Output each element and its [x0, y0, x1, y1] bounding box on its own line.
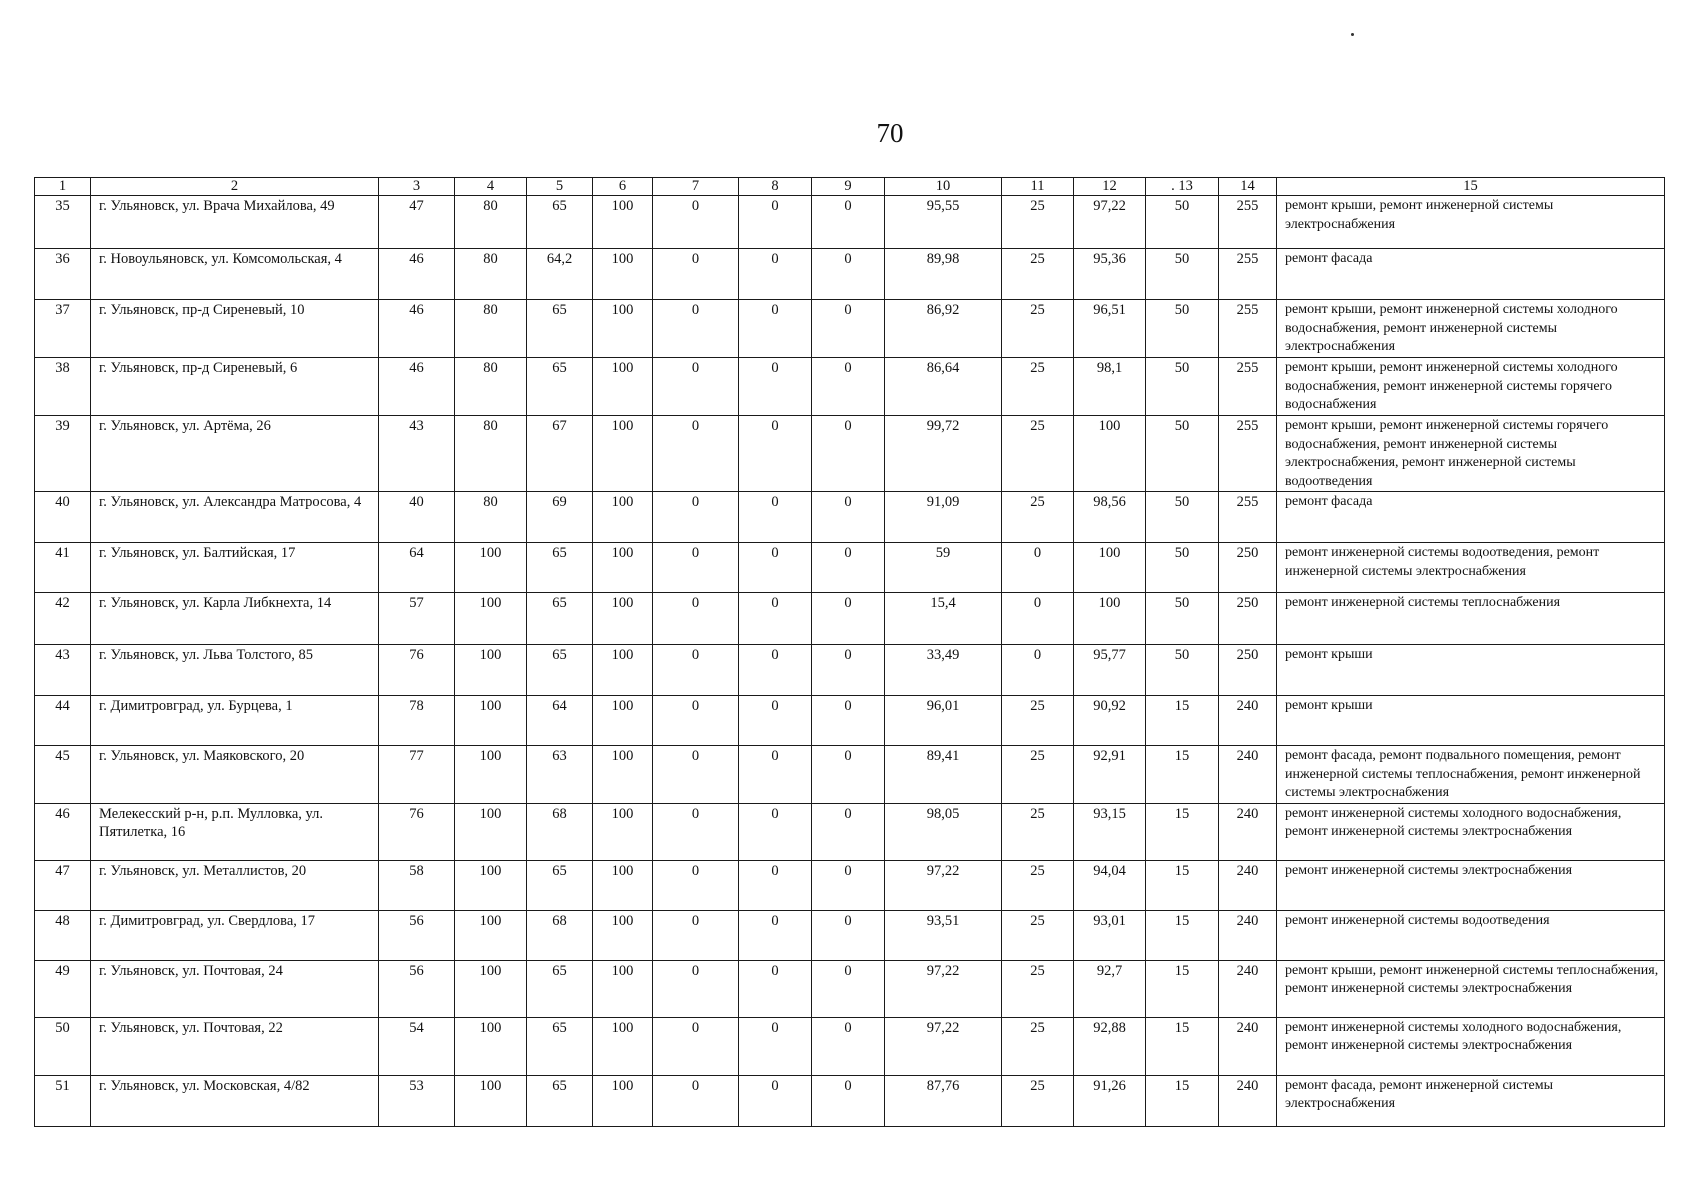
- cell-col-3: 56: [379, 960, 455, 1017]
- cell-address: г. Ульяновск, пр-д Сиреневый, 10: [91, 300, 379, 358]
- cell-col-11: 0: [1002, 645, 1074, 696]
- cell-address: г. Ульяновск, пр-д Сиреневый, 6: [91, 358, 379, 416]
- cell-address: г. Ульяновск, ул. Маяковского, 20: [91, 746, 379, 804]
- header-cell-5: 5: [527, 178, 593, 196]
- cell-col-7: 0: [653, 910, 739, 960]
- header-cell-4: 4: [455, 178, 527, 196]
- cell-col-8: 0: [739, 960, 812, 1017]
- cell-col-11: 25: [1002, 910, 1074, 960]
- cell-col-6: 100: [593, 960, 653, 1017]
- table-row: [35, 1017, 1665, 1075]
- cell-col-8: 0: [739, 358, 812, 416]
- cell-col-10: 59: [885, 543, 1002, 593]
- cell-col-6: 100: [593, 860, 653, 910]
- cell-col-7: 0: [653, 593, 739, 645]
- cell-col-14: 240: [1219, 696, 1277, 746]
- cell-col-4: 100: [455, 593, 527, 645]
- cell-col-9: 0: [812, 196, 885, 249]
- cell-col-12: 97,22: [1074, 196, 1146, 249]
- table-row: [35, 358, 1665, 416]
- cell-col-13: 15: [1146, 1075, 1219, 1126]
- cell-col-14: 255: [1219, 416, 1277, 492]
- cell-col-14: 255: [1219, 358, 1277, 416]
- cell-col-11: 25: [1002, 492, 1074, 543]
- cell-col-13: 50: [1146, 416, 1219, 492]
- cell-col-14: 240: [1219, 1075, 1277, 1126]
- cell-col-13: 15: [1146, 696, 1219, 746]
- cell-col-7: 0: [653, 696, 739, 746]
- cell-col-13: 50: [1146, 249, 1219, 300]
- cell-col-5: 68: [527, 910, 593, 960]
- cell-address: г. Новоульяновск, ул. Комсомольская, 4: [91, 249, 379, 300]
- table-row: [35, 300, 1665, 358]
- header-cell-3: 3: [379, 178, 455, 196]
- cell-works: ремонт крыши, ремонт инженерной системы горячего водоснабжения, ремонт инженерной системы электроснабжения, ремонт инженерной системы водоотведения: [1277, 416, 1665, 492]
- cell-col-14: 240: [1219, 960, 1277, 1017]
- data-table: [34, 177, 1665, 1127]
- cell-address: Мелекесский р-н, р.п. Мулловка, ул. Пятилетка, 16: [91, 803, 379, 860]
- table-row: [35, 803, 1665, 860]
- cell-col-12: 93,15: [1074, 803, 1146, 860]
- cell-col-14: 250: [1219, 543, 1277, 593]
- cell-col-9: 0: [812, 492, 885, 543]
- cell-col-12: 100: [1074, 543, 1146, 593]
- cell-col-8: 0: [739, 1075, 812, 1126]
- cell-num: 37: [35, 300, 91, 358]
- cell-col-3: 54: [379, 1017, 455, 1075]
- cell-col-10: 89,41: [885, 746, 1002, 804]
- cell-col-13: 15: [1146, 803, 1219, 860]
- cell-col-9: 0: [812, 1017, 885, 1075]
- cell-col-5: 65: [527, 645, 593, 696]
- header-cell-10: 10: [885, 178, 1002, 196]
- cell-col-6: 100: [593, 803, 653, 860]
- cell-col-8: 0: [739, 696, 812, 746]
- cell-address: г. Ульяновск, ул. Карла Либкнехта, 14: [91, 593, 379, 645]
- cell-col-13: 15: [1146, 860, 1219, 910]
- cell-col-12: 90,92: [1074, 696, 1146, 746]
- cell-address: г. Димитровград, ул. Бурцева, 1: [91, 696, 379, 746]
- cell-col-13: 50: [1146, 645, 1219, 696]
- cell-col-12: 93,01: [1074, 910, 1146, 960]
- cell-col-8: 0: [739, 593, 812, 645]
- cell-col-12: 92,91: [1074, 746, 1146, 804]
- cell-col-8: 0: [739, 910, 812, 960]
- cell-col-6: 100: [593, 543, 653, 593]
- cell-col-9: 0: [812, 645, 885, 696]
- cell-col-11: 25: [1002, 746, 1074, 804]
- cell-num: 50: [35, 1017, 91, 1075]
- cell-num: 42: [35, 593, 91, 645]
- page-number: 70: [876, 118, 904, 148]
- cell-col-11: 25: [1002, 416, 1074, 492]
- cell-col-11: 25: [1002, 1075, 1074, 1126]
- table-row: [35, 1075, 1665, 1126]
- cell-col-13: 50: [1146, 593, 1219, 645]
- cell-col-5: 65: [527, 960, 593, 1017]
- cell-col-3: 43: [379, 416, 455, 492]
- cell-col-3: 46: [379, 249, 455, 300]
- cell-col-5: 65: [527, 593, 593, 645]
- cell-works: ремонт инженерной системы водоотведения: [1277, 910, 1665, 960]
- table-row: [35, 645, 1665, 696]
- cell-address: г. Ульяновск, ул. Металлистов, 20: [91, 860, 379, 910]
- cell-num: 36: [35, 249, 91, 300]
- cell-col-14: 240: [1219, 746, 1277, 804]
- cell-col-5: 69: [527, 492, 593, 543]
- cell-col-4: 100: [455, 910, 527, 960]
- cell-col-13: 50: [1146, 300, 1219, 358]
- cell-col-10: 95,55: [885, 196, 1002, 249]
- table-row: [35, 249, 1665, 300]
- cell-works: ремонт крыши, ремонт инженерной системы холодного водоснабжения, ремонт инженерной системы электроснабжения: [1277, 300, 1665, 358]
- table-row: [35, 593, 1665, 645]
- cell-col-7: 0: [653, 300, 739, 358]
- cell-col-3: 53: [379, 1075, 455, 1126]
- cell-col-14: 240: [1219, 910, 1277, 960]
- cell-num: 48: [35, 910, 91, 960]
- cell-col-5: 67: [527, 416, 593, 492]
- cell-col-7: 0: [653, 645, 739, 696]
- cell-col-10: 15,4: [885, 593, 1002, 645]
- header-cell-6: 6: [593, 178, 653, 196]
- cell-col-12: 95,36: [1074, 249, 1146, 300]
- cell-col-9: 0: [812, 416, 885, 492]
- cell-col-5: 64,2: [527, 249, 593, 300]
- cell-col-11: 25: [1002, 300, 1074, 358]
- cell-num: 43: [35, 645, 91, 696]
- cell-col-6: 100: [593, 492, 653, 543]
- cell-col-7: 0: [653, 1075, 739, 1126]
- cell-col-7: 0: [653, 803, 739, 860]
- cell-address: г. Ульяновск, ул. Московская, 4/82: [91, 1075, 379, 1126]
- cell-col-12: 100: [1074, 416, 1146, 492]
- cell-col-3: 47: [379, 196, 455, 249]
- cell-col-3: 56: [379, 910, 455, 960]
- cell-address: г. Ульяновск, ул. Балтийская, 17: [91, 543, 379, 593]
- cell-col-9: 0: [812, 543, 885, 593]
- cell-col-10: 98,05: [885, 803, 1002, 860]
- cell-col-6: 100: [593, 1075, 653, 1126]
- cell-col-11: 25: [1002, 196, 1074, 249]
- cell-col-10: 89,98: [885, 249, 1002, 300]
- cell-col-8: 0: [739, 645, 812, 696]
- cell-num: 39: [35, 416, 91, 492]
- cell-col-6: 100: [593, 1017, 653, 1075]
- cell-col-11: 25: [1002, 860, 1074, 910]
- cell-col-10: 97,22: [885, 1017, 1002, 1075]
- cell-col-10: 93,51: [885, 910, 1002, 960]
- cell-col-8: 0: [739, 300, 812, 358]
- cell-works: ремонт крыши, ремонт инженерной системы электроснабжения: [1277, 196, 1665, 249]
- cell-col-12: 98,56: [1074, 492, 1146, 543]
- cell-col-10: 33,49: [885, 645, 1002, 696]
- cell-num: 41: [35, 543, 91, 593]
- cell-col-12: 95,77: [1074, 645, 1146, 696]
- cell-col-4: 100: [455, 860, 527, 910]
- cell-col-5: 65: [527, 543, 593, 593]
- cell-works: ремонт фасада: [1277, 492, 1665, 543]
- cell-col-9: 0: [812, 910, 885, 960]
- cell-col-4: 80: [455, 249, 527, 300]
- cell-col-14: 255: [1219, 300, 1277, 358]
- cell-col-11: 25: [1002, 803, 1074, 860]
- cell-col-4: 100: [455, 803, 527, 860]
- cell-col-7: 0: [653, 860, 739, 910]
- cell-col-4: 100: [455, 696, 527, 746]
- cell-col-7: 0: [653, 492, 739, 543]
- cell-works: ремонт инженерной системы электроснабжения: [1277, 860, 1665, 910]
- cell-works: ремонт инженерной системы холодного водоснабжения, ремонт инженерной системы электроснабжения: [1277, 1017, 1665, 1075]
- cell-col-14: 250: [1219, 645, 1277, 696]
- cell-col-6: 100: [593, 416, 653, 492]
- cell-col-7: 0: [653, 249, 739, 300]
- cell-col-5: 65: [527, 196, 593, 249]
- cell-col-9: 0: [812, 803, 885, 860]
- cell-num: 44: [35, 696, 91, 746]
- cell-col-4: 100: [455, 746, 527, 804]
- cell-col-3: 46: [379, 358, 455, 416]
- cell-col-13: 50: [1146, 492, 1219, 543]
- header-cell-14: 14: [1219, 178, 1277, 196]
- table-row: [35, 960, 1665, 1017]
- cell-col-3: 64: [379, 543, 455, 593]
- cell-works: ремонт фасада, ремонт подвального помещения, ремонт инженерной системы теплоснабжения, ремонт инженерной системы электроснабжения: [1277, 746, 1665, 804]
- cell-col-12: 100: [1074, 593, 1146, 645]
- header-cell-7: 7: [653, 178, 739, 196]
- cell-col-6: 100: [593, 249, 653, 300]
- cell-col-7: 0: [653, 960, 739, 1017]
- cell-col-8: 0: [739, 1017, 812, 1075]
- cell-col-14: 255: [1219, 492, 1277, 543]
- cell-col-14: 240: [1219, 803, 1277, 860]
- cell-col-6: 100: [593, 645, 653, 696]
- cell-col-3: 58: [379, 860, 455, 910]
- cell-col-13: 15: [1146, 960, 1219, 1017]
- header-cell-2: 2: [91, 178, 379, 196]
- cell-address: г. Ульяновск, ул. Артёма, 26: [91, 416, 379, 492]
- header-cell-8: 8: [739, 178, 812, 196]
- cell-col-3: 76: [379, 803, 455, 860]
- cell-col-7: 0: [653, 1017, 739, 1075]
- cell-col-8: 0: [739, 746, 812, 804]
- cell-works: ремонт крыши: [1277, 645, 1665, 696]
- cell-col-13: 15: [1146, 1017, 1219, 1075]
- cell-col-11: 25: [1002, 960, 1074, 1017]
- cell-col-4: 100: [455, 1075, 527, 1126]
- cell-col-13: 50: [1146, 543, 1219, 593]
- cell-col-6: 100: [593, 910, 653, 960]
- table-row: [35, 696, 1665, 746]
- cell-col-10: 86,64: [885, 358, 1002, 416]
- cell-col-8: 0: [739, 803, 812, 860]
- cell-col-4: 100: [455, 543, 527, 593]
- cell-col-7: 0: [653, 543, 739, 593]
- cell-col-9: 0: [812, 696, 885, 746]
- cell-col-6: 100: [593, 746, 653, 804]
- cell-col-3: 77: [379, 746, 455, 804]
- header-cell-11: 11: [1002, 178, 1074, 196]
- cell-address: г. Ульяновск, ул. Почтовая, 22: [91, 1017, 379, 1075]
- cell-col-9: 0: [812, 960, 885, 1017]
- cell-col-5: 65: [527, 300, 593, 358]
- cell-col-5: 64: [527, 696, 593, 746]
- header-cell-13: . 13: [1146, 178, 1219, 196]
- cell-col-13: 50: [1146, 358, 1219, 416]
- cell-num: 35: [35, 196, 91, 249]
- cell-col-7: 0: [653, 746, 739, 804]
- cell-col-8: 0: [739, 860, 812, 910]
- cell-col-10: 97,22: [885, 960, 1002, 1017]
- cell-col-13: 50: [1146, 196, 1219, 249]
- cell-num: 40: [35, 492, 91, 543]
- table-row: [35, 543, 1665, 593]
- cell-works: ремонт инженерной системы водоотведения, ремонт инженерной системы электроснабжения: [1277, 543, 1665, 593]
- cell-col-4: 100: [455, 1017, 527, 1075]
- cell-col-11: 25: [1002, 249, 1074, 300]
- cell-col-7: 0: [653, 196, 739, 249]
- cell-col-10: 99,72: [885, 416, 1002, 492]
- cell-col-9: 0: [812, 746, 885, 804]
- cell-col-10: 91,09: [885, 492, 1002, 543]
- cell-col-13: 15: [1146, 746, 1219, 804]
- cell-works: ремонт крыши, ремонт инженерной системы холодного водоснабжения, ремонт инженерной системы горячего водоснабжения: [1277, 358, 1665, 416]
- cell-works: ремонт крыши, ремонт инженерной системы теплоснабжения, ремонт инженерной системы электроснабжения: [1277, 960, 1665, 1017]
- cell-col-5: 65: [527, 1075, 593, 1126]
- cell-col-4: 100: [455, 960, 527, 1017]
- cell-works: ремонт инженерной системы холодного водоснабжения, ремонт инженерной системы электроснабжения: [1277, 803, 1665, 860]
- cell-col-9: 0: [812, 358, 885, 416]
- cell-col-4: 80: [455, 416, 527, 492]
- header-cell-15: 15: [1277, 178, 1665, 196]
- cell-col-12: 92,7: [1074, 960, 1146, 1017]
- cell-col-12: 96,51: [1074, 300, 1146, 358]
- table-row: [35, 416, 1665, 492]
- cell-address: г. Ульяновск, ул. Александра Матросова, 4: [91, 492, 379, 543]
- cell-col-7: 0: [653, 416, 739, 492]
- cell-col-14: 240: [1219, 1017, 1277, 1075]
- cell-num: 47: [35, 860, 91, 910]
- scan-artifact-dot: [1351, 33, 1354, 36]
- cell-col-11: 25: [1002, 696, 1074, 746]
- cell-col-11: 0: [1002, 593, 1074, 645]
- cell-col-9: 0: [812, 860, 885, 910]
- cell-col-5: 65: [527, 860, 593, 910]
- cell-num: 51: [35, 1075, 91, 1126]
- cell-col-11: 0: [1002, 543, 1074, 593]
- cell-col-6: 100: [593, 300, 653, 358]
- cell-col-4: 80: [455, 196, 527, 249]
- cell-col-13: 15: [1146, 910, 1219, 960]
- cell-col-4: 80: [455, 358, 527, 416]
- table-body: [35, 178, 1665, 1127]
- cell-col-12: 92,88: [1074, 1017, 1146, 1075]
- table-row: [35, 860, 1665, 910]
- cell-col-14: 250: [1219, 593, 1277, 645]
- table-row: [35, 910, 1665, 960]
- cell-col-14: 240: [1219, 860, 1277, 910]
- cell-col-5: 63: [527, 746, 593, 804]
- cell-col-9: 0: [812, 1075, 885, 1126]
- cell-col-5: 65: [527, 1017, 593, 1075]
- cell-col-6: 100: [593, 358, 653, 416]
- cell-col-8: 0: [739, 492, 812, 543]
- table-row: [35, 746, 1665, 804]
- cell-col-9: 0: [812, 249, 885, 300]
- cell-col-4: 100: [455, 645, 527, 696]
- cell-col-12: 98,1: [1074, 358, 1146, 416]
- cell-col-4: 80: [455, 300, 527, 358]
- cell-works: ремонт инженерной системы теплоснабжения: [1277, 593, 1665, 645]
- cell-col-11: 25: [1002, 1017, 1074, 1075]
- cell-num: 49: [35, 960, 91, 1017]
- cell-address: г. Ульяновск, ул. Почтовая, 24: [91, 960, 379, 1017]
- cell-col-10: 96,01: [885, 696, 1002, 746]
- cell-address: г. Ульяновск, ул. Врача Михайлова, 49: [91, 196, 379, 249]
- cell-col-10: 86,92: [885, 300, 1002, 358]
- cell-col-7: 0: [653, 358, 739, 416]
- cell-col-6: 100: [593, 696, 653, 746]
- cell-num: 45: [35, 746, 91, 804]
- table-row: [35, 196, 1665, 249]
- cell-col-8: 0: [739, 196, 812, 249]
- cell-col-3: 57: [379, 593, 455, 645]
- cell-col-8: 0: [739, 543, 812, 593]
- cell-col-14: 255: [1219, 249, 1277, 300]
- cell-col-3: 40: [379, 492, 455, 543]
- cell-col-6: 100: [593, 593, 653, 645]
- cell-col-14: 255: [1219, 196, 1277, 249]
- cell-col-12: 94,04: [1074, 860, 1146, 910]
- cell-col-10: 97,22: [885, 860, 1002, 910]
- cell-col-3: 78: [379, 696, 455, 746]
- cell-col-5: 68: [527, 803, 593, 860]
- cell-col-6: 100: [593, 196, 653, 249]
- table-row: [35, 492, 1665, 543]
- cell-col-4: 80: [455, 492, 527, 543]
- cell-col-8: 0: [739, 249, 812, 300]
- cell-col-3: 76: [379, 645, 455, 696]
- cell-works: ремонт крыши: [1277, 696, 1665, 746]
- cell-col-5: 65: [527, 358, 593, 416]
- header-cell-9: 9: [812, 178, 885, 196]
- cell-col-9: 0: [812, 593, 885, 645]
- header-row: [35, 178, 1665, 196]
- cell-col-11: 25: [1002, 358, 1074, 416]
- cell-col-12: 91,26: [1074, 1075, 1146, 1126]
- cell-works: ремонт фасада, ремонт инженерной системы электроснабжения: [1277, 1075, 1665, 1126]
- cell-num: 38: [35, 358, 91, 416]
- cell-col-9: 0: [812, 300, 885, 358]
- header-cell-1: 1: [35, 178, 91, 196]
- cell-num: 46: [35, 803, 91, 860]
- cell-address: г. Димитровград, ул. Свердлова, 17: [91, 910, 379, 960]
- cell-address: г. Ульяновск, ул. Льва Толстого, 85: [91, 645, 379, 696]
- header-cell-12: 12: [1074, 178, 1146, 196]
- cell-works: ремонт фасада: [1277, 249, 1665, 300]
- cell-col-8: 0: [739, 416, 812, 492]
- cell-col-3: 46: [379, 300, 455, 358]
- cell-col-10: 87,76: [885, 1075, 1002, 1126]
